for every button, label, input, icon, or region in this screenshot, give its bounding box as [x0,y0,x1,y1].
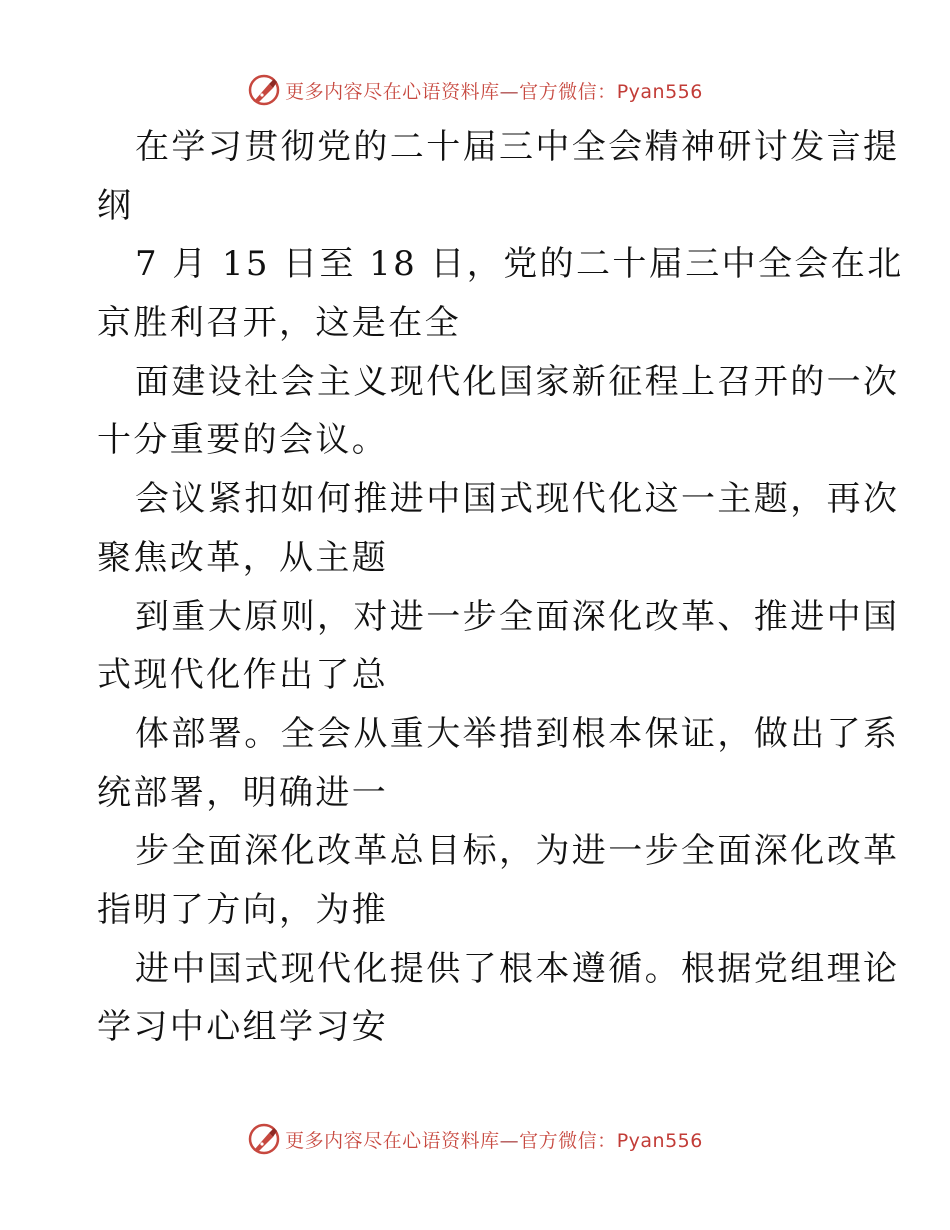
paragraph-line: 会议紧扣如何推进中国式现代化这一主题，再次 [135,479,900,520]
paragraph-line: 7 月 15 日至 18 日，党的二十届三中全会在北 [135,244,904,285]
paragraph-line: 体部署。全会从重大举措到根本保证，做出了系 [135,713,900,754]
banner-wechat-label: 官方微信： [519,80,617,103]
paragraph-line: 十分重要的会议。 [97,420,389,461]
banner-wechat-label: 官方微信： [519,1129,617,1152]
paragraph-line: 京胜利召开，这是在全 [97,303,461,344]
header-banner [0,70,950,110]
paragraph-line: 步全面深化改革总目标，为进一步全面深化改革 [135,831,900,872]
paragraph-line: 指明了方向，为推 [97,889,389,930]
paragraph-line: 统部署，明确进一 [97,772,389,813]
document-body [97,118,904,1057]
paragraph-line: 面建设社会主义现代化国家新征程上召开的一次 [135,361,900,402]
paragraph-line: 进中国式现代化提供了根本遵循。根据党组理论 [135,948,900,989]
paragraph-line: 学习中心组学习安 [97,1007,389,1048]
paragraph-line: 聚焦改革，从主题 [97,537,389,578]
footer-banner [0,1119,950,1159]
banner-text: 更多内容尽在心语资料库 [285,1129,500,1152]
pen-nib-logo-icon [247,73,281,107]
paragraph-line: 到重大原则，对进一步全面深化改革、推进中国 [135,596,900,637]
banner-wechat-id: Pyan556 [616,1129,703,1152]
title-line-1: 在学习贯彻党的二十届三中全会精神研讨发言提 [135,127,900,167]
title-line-2: 纲 [97,185,134,226]
banner-text: 更多内容尽在心语资料库 [285,80,500,103]
pen-nib-logo-icon [247,1122,281,1156]
banner-separator: — [499,1129,520,1152]
banner-separator: — [499,80,520,103]
banner-wechat-id: Pyan556 [616,80,703,103]
paragraph-line: 式现代化作出了总 [97,655,389,696]
